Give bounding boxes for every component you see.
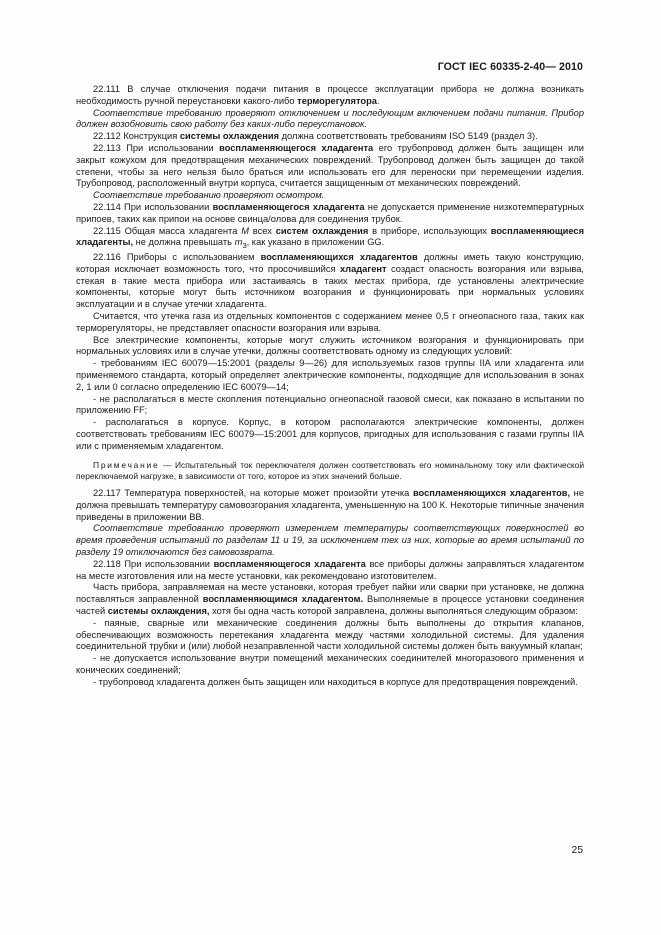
clause-22-113: 22.113 При использовании воспламеняющегося хладагента его трубопровод должен быть защищен или закрыт кожухом для предотвращения механических повреждений. Трубопровод должен быть защищен до такой степени, чтобы за него нельзя было браться или использовать его для переноски при перемещении изделия. Трубопровод, расположенный внутри корпуса, считается защищенным от механических повреждений. — [76, 142, 584, 189]
compliance-22-113: Соответствие требованию проверяют осмотром. — [93, 190, 325, 201]
standard-header: ГОСТ IEC 60335-2-40— 2010 — [437, 61, 583, 73]
document-body — [76, 84, 584, 689]
clause-22-115: 22.115 Общая масса хладагента M всех систем охлаждения в приборе, использующих воспламеняющиеся хладагенты, не должна превышать $m_3$, как указано в приложении GG. — [76, 225, 585, 251]
clause-22-114: 22.114 При использовании воспламеняющегося хладагента не допускается применение низкотемпературных припоев, таких как припои на основе свинца/олова для соединения трубок. — [76, 201, 584, 224]
list-item: - трубопровод хладагента должен быть защищен или находиться в корпусе для предотвращения повреждений. — [93, 676, 578, 687]
page-number: 25 — [571, 845, 583, 856]
note: Примечание — Испытательный ток переключателя должен соответствовать его номинальному току или фактической переключаемой нагрузке, в зависимости от того, которое из этих значений больше. — [76, 459, 584, 481]
list-item: - не располагаться в месте скопления потенциально огнеопасной газовой смеси, как показано в испытании по приложению FF; — [76, 393, 584, 416]
paragraph-leak-threshold: Считается, что утечка газа из отдельных компонентов с содержанием менее 0,5 г огнеопасного газа, таких как терморегуляторы, не представляет опасности возгорания или взрыва. — [76, 311, 584, 333]
clause-22-116: 22.116 Приборы с использованием воспламеняющихся хладагентов должны иметь такую конструкцию, которая исключает возможность того, что просочившийся хладагент создаст опасность возгорания или взрыва, стекая в такие места прибора или застаиваясь в таких местах прибора, где установлены электрические компоненты, которые могут быть источником возгорания и функционировать при нормальных условиях эксплуатации и в случае утечки хладагента. — [76, 252, 584, 310]
clause-22-118: 22.118 При использовании воспламеняющегося хладагента все приборы должны заправляться хладагентом на месте изготовления или на месте установки, как рекомендовано изготовителем. — [76, 558, 584, 581]
list-item: - не допускается использование внутри помещений механических соединителей многоразового применения и конических соединений; — [76, 653, 584, 675]
list-item: - требованиям IEC 60079—15:2001 (разделы 9—26) для используемых газов группы IIA или хладагента или применяемого стандарта, который определяет электрические компоненты, подходящие для использования в зонах 2, 1 или 0 согласно определению IEC 60079—14; — [76, 358, 584, 392]
clause-22-112: 22.112 Конструкция системы охлаждения должна соответствовать требованиям ISO 5149 (раздел 3). — [93, 131, 538, 142]
list-item: - паяные, сварные или механические соединения должны быть выполнены до открытия клапанов, обеспечивающих возможность перетекания хладагента между частями холодильной системы. Для удаления соединительной трубки и (или) любой незаправленной части холодильной системы должен быть вакуумный клапан; — [76, 617, 584, 652]
clause-22-117: 22.117 Температура поверхностей, на которые может произойти утечка воспламеняющихся хладагентов, не должна превышать температуру самовозгорания хладагента, уменьшенную на 100 К. Некоторые типичные значения приведены в приложении ВВ. — [76, 487, 584, 522]
compliance-22-111: Соответствие требованию проверяют отключением и последующим включением подачи питания. Прибор должен возобновить свою работу без каких-либо переустановок. — [76, 107, 584, 130]
paragraph-site-charging: Часть прибора, заправляемая на месте установки, которая требует пайки или сварки при установке, не должна поставляться заправленной воспламеняющимся хладагентом. Выполняемые в процессе установки соединения частей системы охлаждения, хотя бы одна часть которой заправлена, должны выполняться следующим образом: — [76, 582, 584, 616]
compliance-22-117: Соответствие требованию проверяют измерением температуры соответствующих поверхностей во время проведения испытаний по разделам 11 и 19, за исключением тех из них, которые во время испытаний по разделу 19 отключаются без самовозврата. — [76, 523, 584, 557]
paragraph-electrical-components: Все электрические компоненты, которые могут служить источником возгорания и функционировать при нормальных условиях или в случае утечки, должны соответствовать одному из следующих условий: — [76, 334, 584, 357]
list-item: - располагаться в корпусе. Корпус, в котором располагаются электрические компоненты, должен соответствовать требованиям IEC 60079—15:2001 для корпусов, пригодных для использования с газами группы IIA или с применяемым хладагентом. — [76, 417, 584, 451]
clause-22-111: 22.111 В случае отключения подачи питания в процессе эксплуатации прибора не должна возникать необходимость ручной переустановки какого-либо терморегулятора. — [76, 84, 584, 106]
